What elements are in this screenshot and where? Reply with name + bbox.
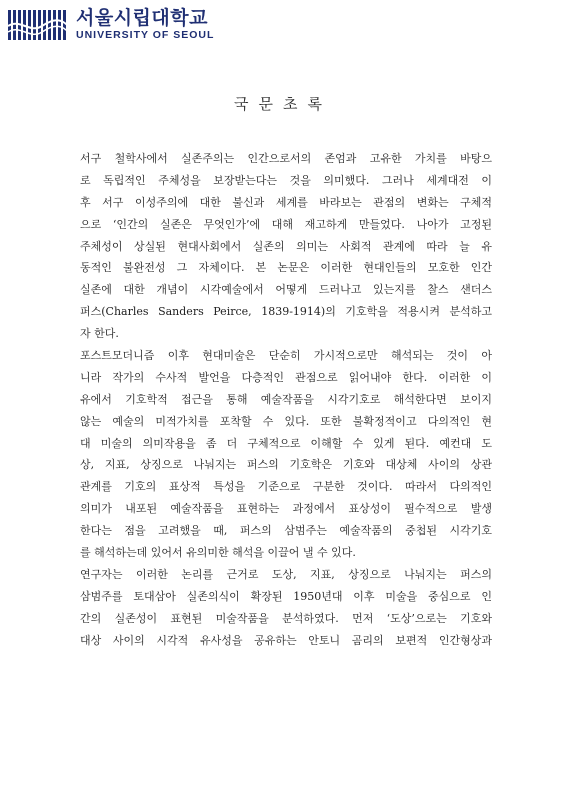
text-line: 연구자는 이러한 논리를 근거로 도상, 지표, 상징으로 나눠지는 퍼스의 (80, 567, 492, 581)
text-line: 유에서 기호학적 접근을 통해 예술작품을 시각기호로 해석한다면 보이지 (80, 392, 492, 406)
text-line: 간의 실존성이 표현된 미술작품을 분석하였다. 먼저 ‘도상’으로는 기호와 (80, 611, 492, 625)
text-line: 포스트모더니즘 이후 현대미술은 단순히 가시적으로만 해석되는 것이 아 (80, 349, 492, 363)
text-line: 한다는 점을 고려했을 때, 퍼스의 삼범주는 예술작품의 중첩된 시각기호 (80, 524, 492, 538)
text-line: 서구 철학사에서 실존주의는 인간으로서의 존엄과 고유한 가치를 바탕으 (80, 152, 492, 165)
text-line: 로 독립적인 주체성을 보장받는다는 것을 의미했다. 그러나 세계대전 이 (80, 173, 492, 187)
text-line: 실존에 대한 개념이 시각예술에서 어떻게 드러나고 있는지를 찰스 샌더스 (80, 283, 492, 297)
text-line: 후 서구 이성주의에 대한 불신과 세계를 바라보는 관점의 변화는 구체적 (80, 195, 492, 209)
university-header (8, 6, 214, 42)
text-line: 니라 작가의 수사적 발언을 다층적인 관점으로 읽어내야 한다. 이러한 이 (80, 370, 492, 384)
text-line: 대 미술의 의미작용을 좀 더 구체적으로 이해할 수 있게 된다. 예컨대 도 (80, 436, 492, 450)
text-line: 퍼스(Charles Sanders Peirce, 1839-1914)의 기호학을 적용시켜 분석하고 (80, 305, 492, 319)
text-line: 관계를 기호의 표상적 특성을 기준으로 구분한 것이다. 따라서 다의적인 (80, 480, 492, 494)
text-line: 삼범주를 토대삼아 실존의식이 확장된 1950년대 이후 미술을 중심으로 인 (80, 589, 492, 603)
text-line: 으로 ‘인간의 실존은 무엇인가’에 대해 재고하게 만들었다. 나아가 고정된 (80, 217, 492, 231)
text-line: 자 한다. (80, 327, 119, 341)
text-line: 않는 예술의 미적가치를 포착할 수 있다. 또한 불확정적이고 다의적인 현 (80, 414, 492, 428)
text-line: 동적인 불완전성 그 자체이다. 본 논문은 이러한 현대인들의 모호한 인간 (80, 261, 492, 275)
logo-english-name: UNIVERSITY OF SEOUL (76, 28, 215, 41)
abstract-body (80, 148, 492, 651)
text-line: 의미가 내포된 예술작품을 표현하는 과정에서 표상성이 필수적으로 발생 (80, 502, 492, 516)
logo-korean-name: 서울시립대학교 (76, 6, 208, 29)
text-line: 대상 사이의 시각적 유사성을 공유하는 안토니 곰리의 보편적 인간형상과 (80, 633, 492, 647)
text-line: 상, 지표, 상징으로 나눠지는 퍼스의 기호학은 기호와 대상체 사이의 상관 (80, 458, 492, 472)
text-line: 주체성이 상실된 현대사회에서 실존의 의미는 사회적 관계에 따라 늘 유 (80, 239, 492, 253)
text-line: 를 해석하는데 있어서 유의미한 해석을 이끌어 낼 수 있다. (80, 546, 356, 560)
logo-wordmark (76, 7, 214, 42)
university-logo-icon (8, 6, 70, 42)
page-title: 국문초록 (234, 95, 332, 113)
